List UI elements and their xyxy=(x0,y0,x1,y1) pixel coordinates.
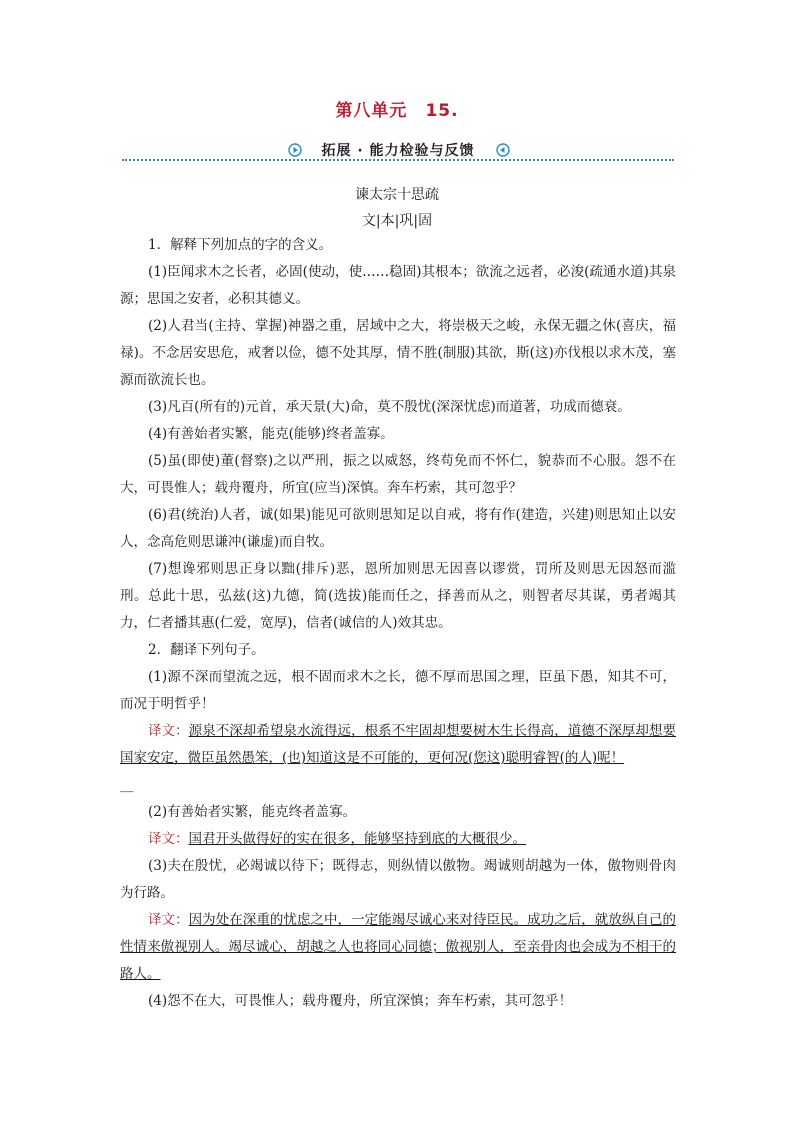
q1-item-3: (3)凡百(所有的)元首，承天景(大)命，莫不殷忧(深深忧虑)而道著，功成而德衰。 xyxy=(148,399,631,415)
banner-label: 拓展 · 能力检验与反馈 xyxy=(321,143,475,159)
answer-text: 源泉不深却希望泉水流得远，根系不牢固却想要树木生长得高，道德不深厚却想要国家安定，微臣虽然愚笨，(也)知道这是不可能的，更何况(您这)聪明睿智(的人)呢！ xyxy=(120,723,677,766)
section-banner xyxy=(122,138,674,166)
q1-item-2: (2)人君当(主持、掌握)神器之重，居域中之大，将崇极天之峻，永保无疆之休(喜庆，福禄)。不念居安思危，戒奢以俭，德不处其厚，情不胜(制服)其欲，斯(这)亦伐根以求木茂，塞源而欲流长也。 xyxy=(120,318,676,388)
arrow-left-icon xyxy=(496,143,510,157)
unit-title xyxy=(0,96,794,121)
answer-text: 因为处在深重的忧虑之中，一定能竭尽诚心来对待臣民。成功之后，就放纵自己的性情来傲视别人。竭尽诚心，胡越之人也将同心同德；傲视别人，至亲骨肉也会成为不相干的路人。 xyxy=(120,912,677,982)
q1-item-1: (1)臣闻求木之长者，必固(使动，使……稳固)其根本；欲流之远者，必浚(疏通水道)其泉源；思国之安者，必积其德义。 xyxy=(120,264,676,307)
answer-label: 译文： xyxy=(148,912,189,928)
question-2-stem: 2．翻译下列句子。 xyxy=(148,642,265,658)
q1-item-6: (6)君(统治)人者，诚(如果)能见可欲则思知足以自戒，将有作(建造，兴建)则思知止以安人，念高危则思谦冲(谦虚)而自牧。 xyxy=(120,507,676,550)
lesson-number: 15. xyxy=(425,101,459,121)
answer-trail-line: __ xyxy=(120,777,134,793)
answer-label: 译文： xyxy=(148,831,189,847)
text-title: 谏太宗十思疏 xyxy=(355,187,439,203)
answer-label: 译文： xyxy=(148,723,189,739)
q1-item-5: (5)虽(即使)董(督察)之以严刑，振之以威怒，终苟免而不怀仁，貌恭而不心服。怨不在大，可畏惟人；载舟覆舟，所宜(应当)深慎。奔车朽索，其可忽乎？ xyxy=(120,453,676,496)
q2-sentence-1: (1)源不深而望流之远，根不固而求木之长，德不厚而思国之理，臣虽下愚，知其不可，而况于明哲乎！ xyxy=(120,669,676,712)
q2-sentence-3: (3)夫在殷忧，必竭诚以待下；既得志，则纵情以傲物。竭诚则胡越为一体，傲物则骨肉为行路。 xyxy=(120,858,676,901)
q2-answer-3 xyxy=(120,907,676,988)
exercise-body xyxy=(120,232,676,1015)
answer-text: 国君开头做得好的实在很多，能够坚持到底的大概很少。 xyxy=(188,831,526,847)
q2-sentence-4: (4)怨不在大，可畏惟人；载舟覆舟，所宜深慎；奔车朽索，其可忽乎！ xyxy=(148,993,573,1009)
q2-answer-2 xyxy=(120,826,676,853)
q1-item-7: (7)想谗邪则思正身以黜(排斥)恶，恩所加则思无因喜以谬赏，罚所及则思无因怒而滥刑。总此十思，弘兹(这)九德，简(选拔)能而任之，择善而从之，则智者尽其谋，勇者竭其力，仁者播其惠(仁爱，宽厚)，信者(诚信的人)效其忠。 xyxy=(120,561,676,631)
q2-sentence-2: (2)有善始者实繁，能克终者盖寡。 xyxy=(148,804,357,820)
question-1-stem: 1．解释下列加点的字的含义。 xyxy=(148,237,333,253)
q2-answer-1 xyxy=(120,718,676,772)
section-subhead: 文|本|巩|固 xyxy=(361,213,433,229)
q1-item-4: (4)有善始者实繁，能克(能够)终者盖寡。 xyxy=(148,426,394,442)
unit-label: 第八单元 xyxy=(335,101,408,121)
